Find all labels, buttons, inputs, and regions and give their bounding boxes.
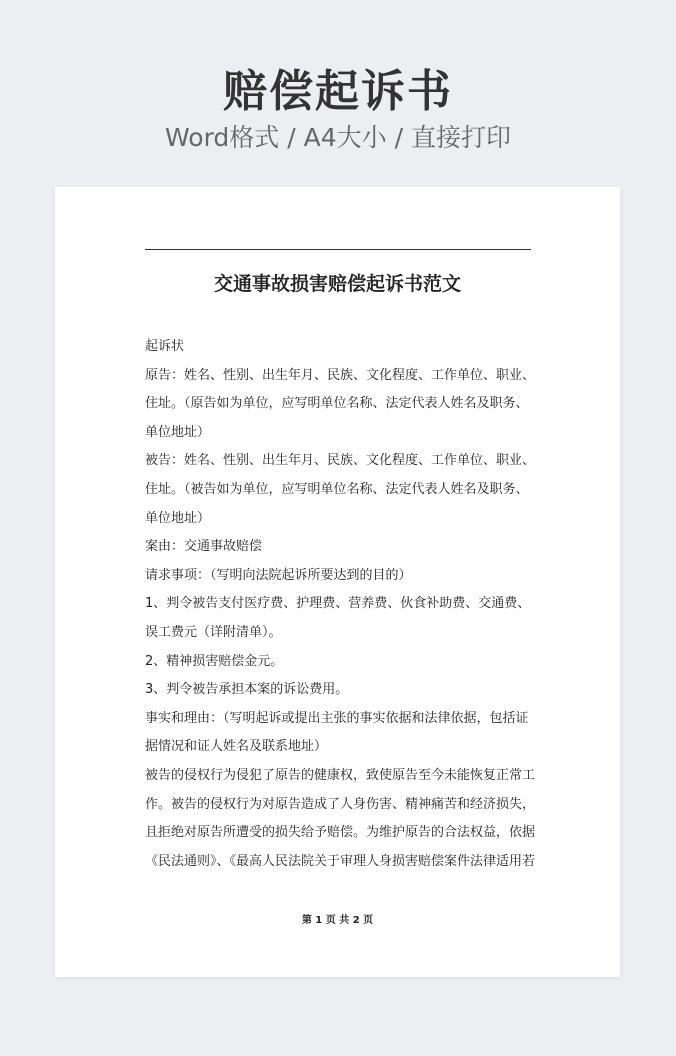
paragraph-facts-heading: 事实和理由：（写明起诉或提出主张的事实依据和法律依据，包括证据情况和证人姓名及联系地址）: [145, 710, 529, 755]
paragraph-facts-body: 被告的侵权行为侵犯了原告的健康权，致使原告至今未能恢复正常工作。被告的侵权行为对原告造成了人身伤害、精神痛苦和经济损失，且拒绝对原告所遭受的损失给予赔偿。为维护原告的合法权益，依据《民法通则》、《最高人民法院关于审理人身损害赔偿案件法律适用若: [145, 767, 536, 869]
document-page: [55, 187, 620, 977]
document-title: 交通事故损害赔偿起诉书范文: [213, 273, 461, 295]
banner-title: 赔偿起诉书: [223, 66, 453, 117]
paragraph-claim-3: 3、判令被告承担本案的诉讼费用。: [145, 682, 349, 698]
paragraph-plaintiff: 原告：姓名、性别、出生年月、民族、文化程度、工作单位、职业、住址。（原告如为单位，应写明单位名称、法定代表人姓名及职务、单位地址）: [145, 367, 536, 440]
paragraph-defendant: 被告：姓名、性别、出生年月、民族、文化程度、工作单位、职业、住址。（被告如为单位，应写明单位名称、法定代表人姓名及职务、单位地址）: [145, 453, 536, 526]
paragraph-claim-2: 2、精神损害赔偿金元。: [145, 653, 284, 669]
header-rule: [145, 249, 531, 250]
page-number: 第 1 页 共 2 页: [301, 915, 374, 926]
paragraph-heading: 起诉状: [145, 339, 185, 354]
paragraph-claim-1: 1、判令被告支付医疗费、护理费、营养费、伙食补助费、交通费、误工费元（详附清单）。: [145, 596, 531, 640]
paragraph-cause: 案由：交通事故赔偿: [145, 539, 263, 555]
document-body: [145, 333, 537, 876]
paragraph-claims-heading: 请求事项：（写明向法院起诉所要达到的目的）: [145, 567, 412, 583]
banner-subtitle: Word格式 / A4大小 / 直接打印: [165, 123, 511, 152]
